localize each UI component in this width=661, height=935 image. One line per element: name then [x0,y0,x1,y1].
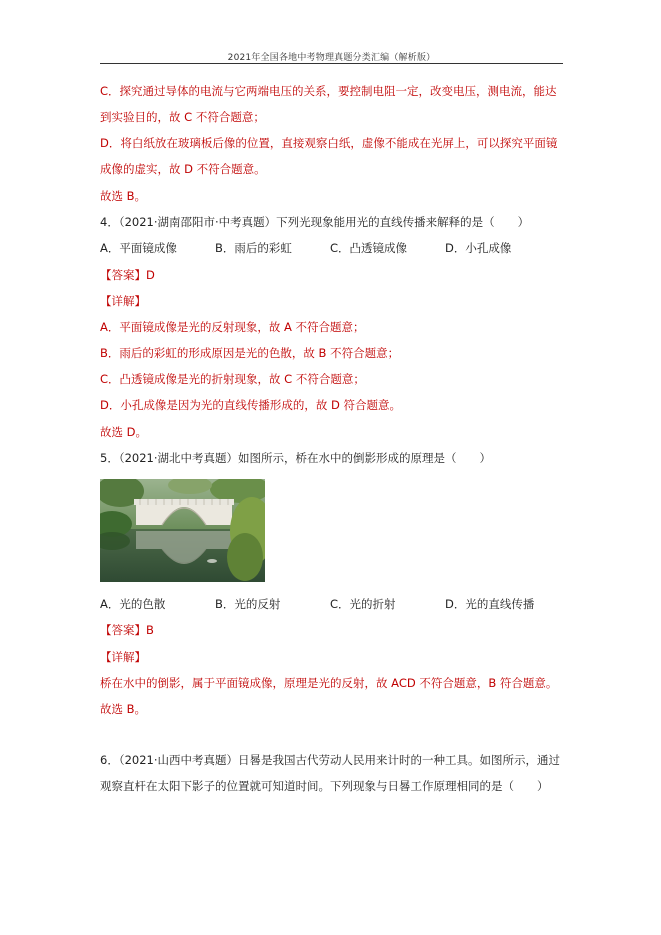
page-header-title: 2021年全国各地中考物理真题分类汇编（解析版） [227,53,436,63]
q3-option-c-explanation-line2: 到实验目的，故 C 不符合题意； [100,110,265,124]
q5-detail-label: 【详解】 [100,650,146,664]
q4-detail-d: D．小孔成像是因为光的直线传播形成的，故 D 符合题意。 [100,398,402,412]
q5-option-a: A．光的色散 [100,597,166,611]
q4-option-c: C．凸透镜成像 [330,241,408,255]
q5-option-b: B．光的反射 [215,597,281,611]
q4-detail-label: 【详解】 [100,294,146,308]
q5-options [100,596,570,612]
q4-detail-b: B．雨后的彩虹的形成原因是光的色散，故 B 不符合题意； [100,346,400,360]
q4-options [100,240,570,256]
q5-detail: 桥在水中的倒影，属于平面镜成像，原理是光的反射，故 ACD 不符合题意，B 符合题意。 [100,676,558,690]
q5-stem: 5．（2021·湖北中考真题）如图所示，桥在水中的倒影形成的原理是（ ） [100,451,491,465]
q3-option-d-explanation-line1: D．将白纸放在玻璃板后像的位置，直接观察白纸，虚像不能成在光屏上，可以探究平面镜 [100,136,558,150]
q5-option-d: D．光的直线传播 [445,597,535,611]
q4-option-b: B．雨后的彩虹 [215,241,292,255]
q3-option-d-explanation-line2: 成像的虚实，故 D 不符合题意。 [100,162,266,176]
bridge-reflection-photo [100,479,265,582]
q4-option-a: A．平面镜成像 [100,241,177,255]
q6-stem-line2: 观察直杆在太阳下影子的位置就可知道时间。下列现象与日晷工作原理相同的是（ ） [100,779,549,793]
q5-answer: 【答案】B [100,623,154,637]
q3-option-c-explanation-line1: C．探究通过导体的电流与它两端电压的关系，要控制电阻一定，改变电压，测电流，能达 [100,84,557,98]
q4-answer: 【答案】D [100,268,155,282]
q4-detail-a: A．平面镜成像是光的反射现象，故 A 不符合题意； [100,320,365,334]
q3-conclusion: 故选 B。 [100,189,147,203]
q4-detail-c: C．凸透镜成像是光的折射现象，故 C 不符合题意； [100,372,365,386]
q5-option-c: C．光的折射 [330,597,396,611]
q4-conclusion: 故选 D。 [100,425,148,439]
header-divider [100,63,563,64]
q4-stem: 4．（2021·湖南邵阳市·中考真题）下列光现象能用光的直线传播来解释的是（ ） [100,215,530,229]
q6-stem-line1: 6．（2021·山西中考真题）日晷是我国古代劳动人民用来计时的一种工具。如图所示，通过 [100,753,560,767]
q4-option-d: D．小孔成像 [445,241,512,255]
q5-conclusion: 故选 B。 [100,702,147,716]
